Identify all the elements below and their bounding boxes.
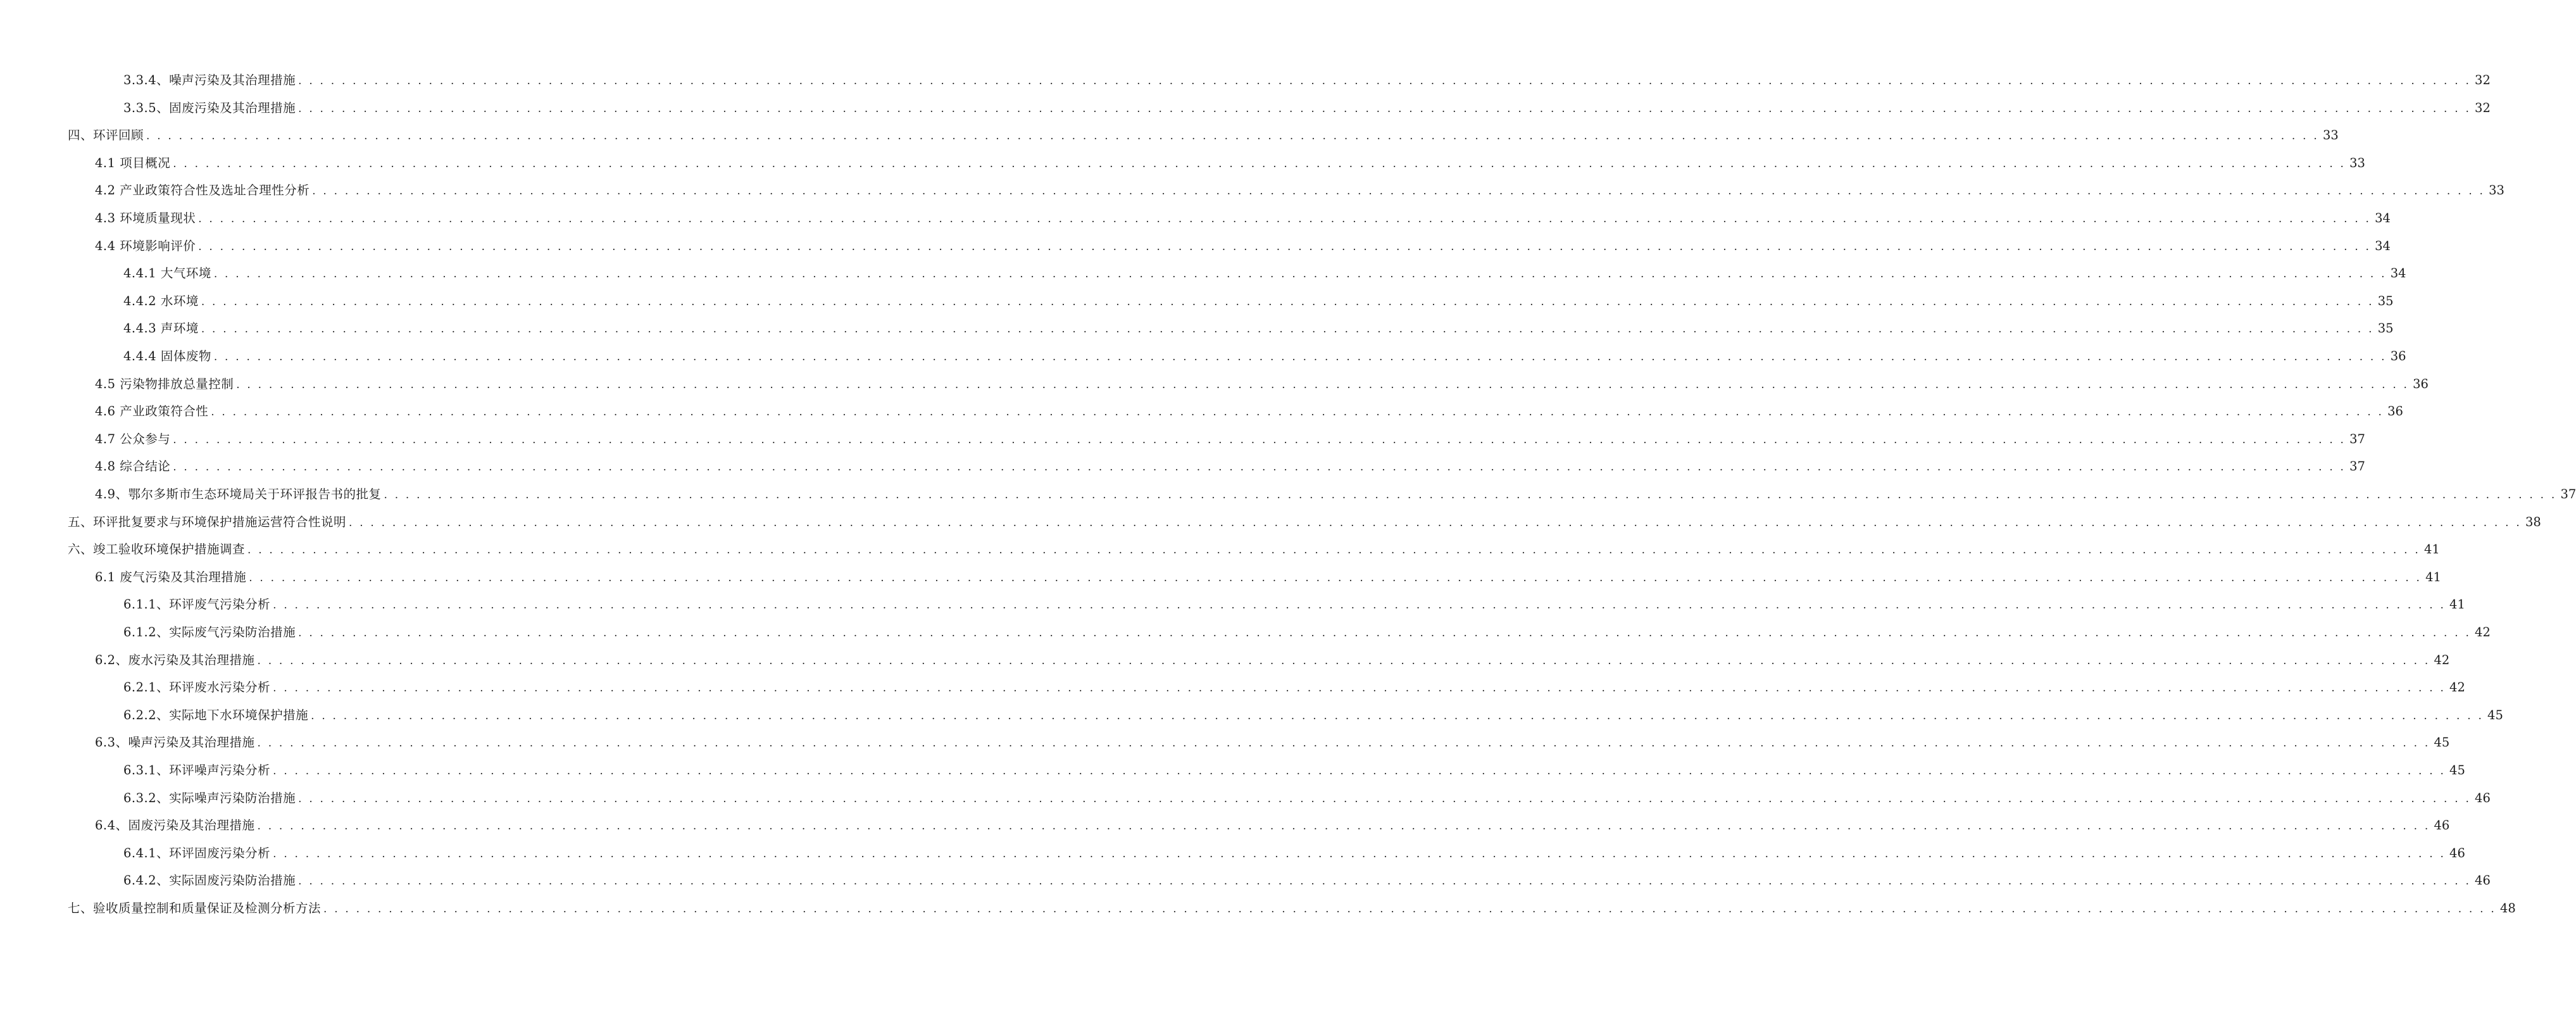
toc-page-number: 34 — [2375, 238, 2391, 253]
toc-entry-title: 4.4.2 水环境 — [123, 293, 199, 308]
toc-entry-title: 6.2.2、实际地下水环境保护措施 — [123, 707, 309, 722]
toc-entry-title: 6.2、废水污染及其治理措施 — [95, 652, 255, 667]
toc-dot-leader: . . . . . . . . . . . . . . . . . . . . . . . . . . . . . . . . . . . . . . . . . . . . . . . . . . . . . . . . . . . . . . . . . . . . . . . . . . . . . . . . . . . . . . . . . . . . . . . . . . . . . . . . . . . . . . . . . . . . . . . . . . . . . . . . . . . . . . . . . . . . . . . . . . . . . . . . . . . . . . . . . . . . . . . . . . . . . . . . . . . . . . . . . . . . . . . . . . . . . . . . — [323, 903, 2496, 915]
toc-entry[interactable] — [68, 539, 2440, 560]
toc-entry[interactable] — [95, 401, 2403, 422]
toc-entry-title: 七、验收质量控制和质量保证及检测分析方法 — [68, 901, 322, 915]
toc-entry-title: 6.4、固废污染及其治理措施 — [95, 818, 255, 833]
toc-entry[interactable] — [123, 346, 2406, 367]
toc-entry-title: 4.8 综合结论 — [95, 459, 171, 474]
toc-entry[interactable] — [123, 843, 2465, 864]
toc-dot-leader: . . . . . . . . . . . . . . . . . . . . . . . . . . . . . . . . . . . . . . . . . . . . . . . . . . . . . . . . . . . . . . . . . . . . . . . . . . . . . . . . . . . . . . . . . . . . . . . . . . . . . . . . . . . . . . . . . . . . . . . . . . . . . . . . . . . . . . . . . . . . . . . . . . . . . . . . . . . . . . . . . . . . . . . . . . . . . . . . . . . . . . . . . . . . . . . . . . . . . . . . — [173, 157, 2346, 170]
toc-dot-leader: . . . . . . . . . . . . . . . . . . . . . . . . . . . . . . . . . . . . . . . . . . . . . . . . . . . . . . . . . . . . . . . . . . . . . . . . . . . . . . . . . . . . . . . . . . . . . . . . . . . . . . . . . . . . . . . . . . . . . . . . . . . . . . . . . . . . . . . . . . . . . . . . . . . . . . . . . . . . . . . . . . . . . . . . . . . . . . . . . . . . . . . . . . . . . . . . . . . . . . . . — [257, 820, 2430, 833]
toc-entry[interactable] — [95, 153, 2365, 174]
toc-entry[interactable] — [95, 650, 2450, 671]
toc-entry[interactable] — [68, 898, 2516, 919]
toc-page-number: 36 — [2387, 404, 2403, 419]
toc-dot-leader: . . . . . . . . . . . . . . . . . . . . . . . . . . . . . . . . . . . . . . . . . . . . . . . . . . . . . . . . . . . . . . . . . . . . . . . . . . . . . . . . . . . . . . . . . . . . . . . . . . . . . . . . . . . . . . . . . . . . . . . . . . . . . . . . . . . . . . . . . . . . . . . . . . . . . . . . . . . . . . . . . . . . . . . . . . . . . . . . . . . . . . . . . . . . . . . . . . . . . . . . — [201, 323, 2374, 336]
toc-entry[interactable] — [123, 870, 2491, 891]
toc-dot-leader: . . . . . . . . . . . . . . . . . . . . . . . . . . . . . . . . . . . . . . . . . . . . . . . . . . . . . . . . . . . . . . . . . . . . . . . . . . . . . . . . . . . . . . . . . . . . . . . . . . . . . . . . . . . . . . . . . . . . . . . . . . . . . . . . . . . . . . . . . . . . . . . . . . . . . . . . . . . . . . . . . . . . . . . . . . . . . . . . . . . . . . . . . . . . . . . . . . . . . . . . — [257, 654, 2430, 667]
toc-entry-title: 6.1.2、实际废气污染防治措施 — [123, 625, 296, 639]
toc-entry[interactable] — [123, 788, 2491, 809]
toc-entry[interactable] — [95, 732, 2450, 753]
toc-page-number: 41 — [2425, 569, 2441, 584]
toc-page-number: 46 — [2434, 818, 2450, 833]
toc-entry-title: 4.4 环境影响评价 — [95, 238, 196, 253]
toc-entry-title: 4.5 污染物排放总量控制 — [95, 376, 234, 391]
toc-entry[interactable] — [123, 705, 2503, 726]
toc-entry-title: 6.1 废气污染及其治理措施 — [95, 569, 247, 584]
toc-page-number: 35 — [2377, 293, 2394, 308]
toc-entry-title: 3.3.5、固废污染及其治理措施 — [123, 100, 296, 115]
toc-dot-leader: . . . . . . . . . . . . . . . . . . . . . . . . . . . . . . . . . . . . . . . . . . . . . . . . . . . . . . . . . . . . . . . . . . . . . . . . . . . . . . . . . . . . . . . . . . . . . . . . . . . . . . . . . . . . . . . . . . . . . . . . . . . . . . . . . . . . . . . . . . . . . . . . . . . . . . . . . . . . . . . . . . . . . . . . . . . . . . . . . . . . . . . . . . . . . . . . . . . . . . . . — [273, 765, 2446, 777]
toc-page-number: 33 — [2349, 155, 2365, 170]
toc-page-number: 42 — [2475, 625, 2491, 639]
toc-page-number: 36 — [2413, 376, 2429, 391]
toc-page-number: 33 — [2489, 183, 2504, 198]
toc-dot-leader: . . . . . . . . . . . . . . . . . . . . . . . . . . . . . . . . . . . . . . . . . . . . . . . . . . . . . . . . . . . . . . . . . . . . . . . . . . . . . . . . . . . . . . . . . . . . . . . . . . . . . . . . . . . . . . . . . . . . . . . . . . . . . . . . . . . . . . . . . . . . . . . . . . . . . . . . . . . . . . . . . . . . . . . . . . . . . . . . . . . . . . . . . . . . . . . . . . . . . . . . — [311, 709, 2484, 722]
toc-entry[interactable] — [95, 815, 2450, 836]
toc-page-number: 45 — [2434, 735, 2450, 750]
toc-entry[interactable] — [123, 98, 2491, 119]
toc-entry-title: 4.4.1 大气环境 — [123, 266, 211, 281]
toc-entry[interactable] — [68, 125, 2339, 146]
toc-page-number: 41 — [2449, 597, 2465, 612]
toc-page-number: 32 — [2475, 100, 2491, 115]
toc-dot-leader: . . . . . . . . . . . . . . . . . . . . . . . . . . . . . . . . . . . . . . . . . . . . . . . . . . . . . . . . . . . . . . . . . . . . . . . . . . . . . . . . . . . . . . . . . . . . . . . . . . . . . . . . . . . . . . . . . . . . . . . . . . . . . . . . . . . . . . . . . . . . . . . . . . . . . . . . . . . . . . . . . . . . . . . . . . . . . . . . . . . . . . . . . . . . . . . . . . . . . . . . — [273, 599, 2446, 612]
toc-page-number: 48 — [2499, 901, 2516, 915]
toc-page-number: 37 — [2349, 459, 2365, 474]
toc-entry[interactable] — [123, 622, 2491, 643]
toc-dot-leader: . . . . . . . . . . . . . . . . . . . . . . . . . . . . . . . . . . . . . . . . . . . . . . . . . . . . . . . . . . . . . . . . . . . . . . . . . . . . . . . . . . . . . . . . . . . . . . . . . . . . . . . . . . . . . . . . . . . . . . . . . . . . . . . . . . . . . . . . . . . . . . . . . . . . . . . . . . . . . . . . . . . . . . . . . . . . . . . . . . . . . . . . . . . . . . . . . . . . . . . . — [298, 102, 2472, 115]
toc-page-number: 45 — [2487, 707, 2503, 722]
toc-entry-title: 4.2 产业政策符合性及选址合理性分析 — [95, 183, 310, 198]
toc-dot-leader: . . . . . . . . . . . . . . . . . . . . . . . . . . . . . . . . . . . . . . . . . . . . . . . . . . . . . . . . . . . . . . . . . . . . . . . . . . . . . . . . . . . . . . . . . . . . . . . . . . . . . . . . . . . . . . . . . . . . . . . . . . . . . . . . . . . . . . . . . . . . . . . . . . . . . . . . . . . . . . . . . . . . . . . . . . . . . . . . . . . . . . . . . . . . . . . . . . . . . . . . — [273, 847, 2446, 860]
toc-entry-title: 6.4.2、实际固废污染防治措施 — [123, 873, 296, 888]
toc-entry[interactable] — [95, 374, 2429, 395]
toc-entry-title: 4.7 公众参与 — [95, 431, 171, 446]
toc-entry[interactable] — [95, 567, 2441, 588]
toc-page-number: 46 — [2449, 845, 2465, 860]
toc-dot-leader: . . . . . . . . . . . . . . . . . . . . . . . . . . . . . . . . . . . . . . . . . . . . . . . . . . . . . . . . . . . . . . . . . . . . . . . . . . . . . . . . . . . . . . . . . . . . . . . . . . . . . . . . . . . . . . . . . . . . . . . . . . . . . . . . . . . . . . . . . . . . . . . . . . . . . . . . . . . . . . . . . . . . . . . . . . . . . . . . . . . . . . . . . . . . . . . . . . . . . . . . — [213, 351, 2387, 363]
toc-dot-leader: . . . . . . . . . . . . . . . . . . . . . . . . . . . . . . . . . . . . . . . . . . . . . . . . . . . . . . . . . . . . . . . . . . . . . . . . . . . . . . . . . . . . . . . . . . . . . . . . . . . . . . . . . . . . . . . . . . . . . . . . . . . . . . . . . . . . . . . . . . . . . . . . . . . . . . . . . . . . . . . . . . . . . . . . . . . . . . . . . . . . . . . . . . . . . . . . . . . . . . . . — [298, 627, 2472, 639]
toc-entry[interactable] — [123, 760, 2465, 781]
toc-dot-leader: . . . . . . . . . . . . . . . . . . . . . . . . . . . . . . . . . . . . . . . . . . . . . . . . . . . . . . . . . . . . . . . . . . . . . . . . . . . . . . . . . . . . . . . . . . . . . . . . . . . . . . . . . . . . . . . . . . . . . . . . . . . . . . . . . . . . . . . . . . . . . . . . . . . . . . . . . . . . . . . . . . . . . . . . . . . . . . . . . . . . . . . . . . . . . . . . . . . . . . . . — [146, 130, 2319, 143]
toc-dot-leader: . . . . . . . . . . . . . . . . . . . . . . . . . . . . . . . . . . . . . . . . . . . . . . . . . . . . . . . . . . . . . . . . . . . . . . . . . . . . . . . . . . . . . . . . . . . . . . . . . . . . . . . . . . . . . . . . . . . . . . . . . . . . . . . . . . . . . . . . . . . . . . . . . . . . . . . . . . . . . . . . . . . . . . . . . . . . . . . . . . . . . . . . . . . . . . . . . . . . . . . . — [249, 571, 2422, 584]
toc-entry-title: 6.1.1、环评废气污染分析 — [123, 597, 271, 612]
toc-entry-title: 五、环评批复要求与环境保护措施运营符合性说明 — [68, 514, 347, 529]
toc-dot-leader: . . . . . . . . . . . . . . . . . . . . . . . . . . . . . . . . . . . . . . . . . . . . . . . . . . . . . . . . . . . . . . . . . . . . . . . . . . . . . . . . . . . . . . . . . . . . . . . . . . . . . . . . . . . . . . . . . . . . . . . . . . . . . . . . . . . . . . . . . . . . . . . . . . . . . . . . . . . . . . . . . . . . . . . . . . . . . . . . . . . . . . . . . . . . . . . . . . . . . . . . — [201, 295, 2374, 308]
toc-dot-leader: . . . . . . . . . . . . . . . . . . . . . . . . . . . . . . . . . . . . . . . . . . . . . . . . . . . . . . . . . . . . . . . . . . . . . . . . . . . . . . . . . . . . . . . . . . . . . . . . . . . . . . . . . . . . . . . . . . . . . . . . . . . . . . . . . . . . . . . . . . . . . . . . . . . . . . . . . . . . . . . . . . . . . . . . . . . . . . . . . . . . . . . . . . . . . . . . . . . . . . . . — [173, 461, 2346, 474]
toc-page-number: 38 — [2525, 514, 2541, 529]
toc-dot-leader: . . . . . . . . . . . . . . . . . . . . . . . . . . . . . . . . . . . . . . . . . . . . . . . . . . . . . . . . . . . . . . . . . . . . . . . . . . . . . . . . . . . . . . . . . . . . . . . . . . . . . . . . . . . . . . . . . . . . . . . . . . . . . . . . . . . . . . . . . . . . . . . . . . . . . . . . . . . . . . . . . . . . . . . . . . . . . . . . . . . . . . . . . . . . . . . . . . . . . . . . — [349, 516, 2522, 529]
toc-page-number: 46 — [2475, 873, 2491, 888]
toc-dot-leader: . . . . . . . . . . . . . . . . . . . . . . . . . . . . . . . . . . . . . . . . . . . . . . . . . . . . . . . . . . . . . . . . . . . . . . . . . . . . . . . . . . . . . . . . . . . . . . . . . . . . . . . . . . . . . . . . . . . . . . . . . . . . . . . . . . . . . . . . . . . . . . . . . . . . . . . . . . . . . . . . . . . . . . . . . . . . . . . . . . . . . . . . . . . . . . . . . . . . . . . . — [211, 406, 2384, 419]
toc-entry[interactable] — [123, 318, 2394, 339]
toc-page-number: 37 — [2349, 431, 2365, 446]
toc-entry-title: 四、环评回顾 — [68, 128, 144, 143]
toc-dot-leader: . . . . . . . . . . . . . . . . . . . . . . . . . . . . . . . . . . . . . . . . . . . . . . . . . . . . . . . . . . . . . . . . . . . . . . . . . . . . . . . . . . . . . . . . . . . . . . . . . . . . . . . . . . . . . . . . . . . . . . . . . . . . . . . . . . . . . . . . . . . . . . . . . . . . . . . . . . . . . . . . . . . . . . . . . . . . . . . . . . . . . . . . . . . . . . . . . . . . . . . . — [298, 75, 2472, 87]
toc-entry-title: 4.4.4 固体废物 — [123, 349, 211, 363]
toc-page-number: 33 — [2322, 128, 2339, 143]
toc-dot-leader: . . . . . . . . . . . . . . . . . . . . . . . . . . . . . . . . . . . . . . . . . . . . . . . . . . . . . . . . . . . . . . . . . . . . . . . . . . . . . . . . . . . . . . . . . . . . . . . . . . . . . . . . . . . . . . . . . . . . . . . . . . . . . . . . . . . . . . . . . . . . . . . . . . . . . . . . . . . . . . . . . . . . . . . . . . . . . . . . . . . . . . . . . . . . . . . . . . . . . . . . — [247, 544, 2420, 557]
toc-entry-title: 4.9、鄂尔多斯市生态环境局关于环评报告书的批复 — [95, 487, 382, 501]
toc-dot-leader: . . . . . . . . . . . . . . . . . . . . . . . . . . . . . . . . . . . . . . . . . . . . . . . . . . . . . . . . . . . . . . . . . . . . . . . . . . . . . . . . . . . . . . . . . . . . . . . . . . . . . . . . . . . . . . . . . . . . . . . . . . . . . . . . . . . . . . . . . . . . . . . . . . . . . . . . . . . . . . . . . . . . . . . . . . . . . . . . . . . . . . . . . . . . . . . . . . . . . . . . — [273, 682, 2446, 695]
toc-entry[interactable] — [123, 70, 2491, 91]
toc-dot-leader: . . . . . . . . . . . . . . . . . . . . . . . . . . . . . . . . . . . . . . . . . . . . . . . . . . . . . . . . . . . . . . . . . . . . . . . . . . . . . . . . . . . . . . . . . . . . . . . . . . . . . . . . . . . . . . . . . . . . . . . . . . . . . . . . . . . . . . . . . . . . . . . . . . . . . . . . . . . . . . . . . . . . . . . . . . . . . . . . . . . . . . . . . . . . . . . . . . . . . . . . — [173, 433, 2346, 446]
toc-entry[interactable] — [95, 456, 2365, 477]
toc-page-number: 34 — [2375, 211, 2391, 225]
toc-page-number: 37 — [2560, 487, 2576, 501]
toc-entry[interactable] — [95, 208, 2391, 229]
toc-entry[interactable] — [95, 484, 2576, 505]
toc-dot-leader: . . . . . . . . . . . . . . . . . . . . . . . . . . . . . . . . . . . . . . . . . . . . . . . . . . . . . . . . . . . . . . . . . . . . . . . . . . . . . . . . . . . . . . . . . . . . . . . . . . . . . . . . . . . . . . . . . . . . . . . . . . . . . . . . . . . . . . . . . . . . . . . . . . . . . . . . . . . . . . . . . . . . . . . . . . . . . . . . . . . . . . . . . . . . . . . . . . . . . . . . — [298, 792, 2472, 805]
toc-page-number: 46 — [2475, 790, 2491, 805]
toc-dot-leader: . . . . . . . . . . . . . . . . . . . . . . . . . . . . . . . . . . . . . . . . . . . . . . . . . . . . . . . . . . . . . . . . . . . . . . . . . . . . . . . . . . . . . . . . . . . . . . . . . . . . . . . . . . . . . . . . . . . . . . . . . . . . . . . . . . . . . . . . . . . . . . . . . . . . . . . . . . . . . . . . . . . . . . . . . . . . . . . . . . . . . . . . . . . . . . . . . . . . . . . . — [312, 185, 2485, 198]
toc-entry-title: 6.3.1、环评噪声污染分析 — [123, 763, 271, 777]
toc-dot-leader: . . . . . . . . . . . . . . . . . . . . . . . . . . . . . . . . . . . . . . . . . . . . . . . . . . . . . . . . . . . . . . . . . . . . . . . . . . . . . . . . . . . . . . . . . . . . . . . . . . . . . . . . . . . . . . . . . . . . . . . . . . . . . . . . . . . . . . . . . . . . . . . . . . . . . . . . . . . . . . . . . . . . . . . . . . . . . . . . . . . . . . . . . . . . . . . . . . . . . . . . — [257, 737, 2430, 750]
toc-dot-leader: . . . . . . . . . . . . . . . . . . . . . . . . . . . . . . . . . . . . . . . . . . . . . . . . . . . . . . . . . . . . . . . . . . . . . . . . . . . . . . . . . . . . . . . . . . . . . . . . . . . . . . . . . . . . . . . . . . . . . . . . . . . . . . . . . . . . . . . . . . . . . . . . . . . . . . . . . . . . . . . . . . . . . . . . . . . . . . . . . . . . . . . . . . . . . . . . . . . . . . . . — [198, 240, 2372, 253]
toc-entry[interactable] — [123, 291, 2394, 312]
toc-entry-title: 4.1 项目概况 — [95, 155, 171, 170]
toc-page-number: 32 — [2475, 73, 2491, 87]
toc-entry-title: 6.3.2、实际噪声污染防治措施 — [123, 790, 296, 805]
toc-entry[interactable] — [68, 512, 2541, 533]
toc-entry[interactable] — [123, 677, 2465, 698]
toc-page-number: 34 — [2390, 266, 2406, 281]
toc-entry[interactable] — [123, 263, 2406, 284]
toc-page-number: 45 — [2449, 763, 2465, 777]
toc-dot-leader: . . . . . . . . . . . . . . . . . . . . . . . . . . . . . . . . . . . . . . . . . . . . . . . . . . . . . . . . . . . . . . . . . . . . . . . . . . . . . . . . . . . . . . . . . . . . . . . . . . . . . . . . . . . . . . . . . . . . . . . . . . . . . . . . . . . . . . . . . . . . . . . . . . . . . . . . . . . . . . . . . . . . . . . . . . . . . . . . . . . . . . . . . . . . . . . . . . . . . . . . — [384, 489, 2557, 501]
toc-entry-title: 4.4.3 声环境 — [123, 321, 199, 336]
toc-entry[interactable] — [95, 236, 2391, 257]
toc-entry-title: 4.3 环境质量现状 — [95, 211, 196, 225]
toc-entry[interactable] — [95, 180, 2504, 201]
toc-entry-title: 6.2.1、环评废水污染分析 — [123, 680, 271, 695]
toc-page-number: 42 — [2449, 680, 2465, 695]
toc-entry[interactable] — [95, 429, 2365, 450]
toc-entry-title: 6.3、噪声污染及其治理措施 — [95, 735, 255, 750]
toc-dot-leader: . . . . . . . . . . . . . . . . . . . . . . . . . . . . . . . . . . . . . . . . . . . . . . . . . . . . . . . . . . . . . . . . . . . . . . . . . . . . . . . . . . . . . . . . . . . . . . . . . . . . . . . . . . . . . . . . . . . . . . . . . . . . . . . . . . . . . . . . . . . . . . . . . . . . . . . . . . . . . . . . . . . . . . . . . . . . . . . . . . . . . . . . . . . . . . . . . . . . . . . . — [298, 875, 2472, 888]
toc-entry-title: 4.6 产业政策符合性 — [95, 404, 209, 419]
toc-entry[interactable] — [123, 594, 2465, 615]
toc-dot-leader: . . . . . . . . . . . . . . . . . . . . . . . . . . . . . . . . . . . . . . . . . . . . . . . . . . . . . . . . . . . . . . . . . . . . . . . . . . . . . . . . . . . . . . . . . . . . . . . . . . . . . . . . . . . . . . . . . . . . . . . . . . . . . . . . . . . . . . . . . . . . . . . . . . . . . . . . . . . . . . . . . . . . . . . . . . . . . . . . . . . . . . . . . . . . . . . . . . . . . . . . — [198, 213, 2372, 225]
toc-page-number: 42 — [2434, 652, 2450, 667]
toc-entry-title: 六、竣工验收环境保护措施调查 — [68, 542, 246, 557]
toc-dot-leader: . . . . . . . . . . . . . . . . . . . . . . . . . . . . . . . . . . . . . . . . . . . . . . . . . . . . . . . . . . . . . . . . . . . . . . . . . . . . . . . . . . . . . . . . . . . . . . . . . . . . . . . . . . . . . . . . . . . . . . . . . . . . . . . . . . . . . . . . . . . . . . . . . . . . . . . . . . . . . . . . . . . . . . . . . . . . . . . . . . . . . . . . . . . . . . . . . . . . . . . . — [213, 268, 2387, 281]
toc-page-number: 41 — [2423, 542, 2440, 557]
toc-entry-title: 3.3.4、噪声污染及其治理措施 — [123, 73, 296, 87]
toc-dot-leader: . . . . . . . . . . . . . . . . . . . . . . . . . . . . . . . . . . . . . . . . . . . . . . . . . . . . . . . . . . . . . . . . . . . . . . . . . . . . . . . . . . . . . . . . . . . . . . . . . . . . . . . . . . . . . . . . . . . . . . . . . . . . . . . . . . . . . . . . . . . . . . . . . . . . . . . . . . . . . . . . . . . . . . . . . . . . . . . . . . . . . . . . . . . . . . . . . . . . . . . . — [236, 378, 2410, 391]
toc-page-number: 36 — [2390, 349, 2406, 363]
toc-page-number: 35 — [2377, 321, 2394, 336]
toc-entry-title: 6.4.1、环评固废污染分析 — [123, 845, 271, 860]
